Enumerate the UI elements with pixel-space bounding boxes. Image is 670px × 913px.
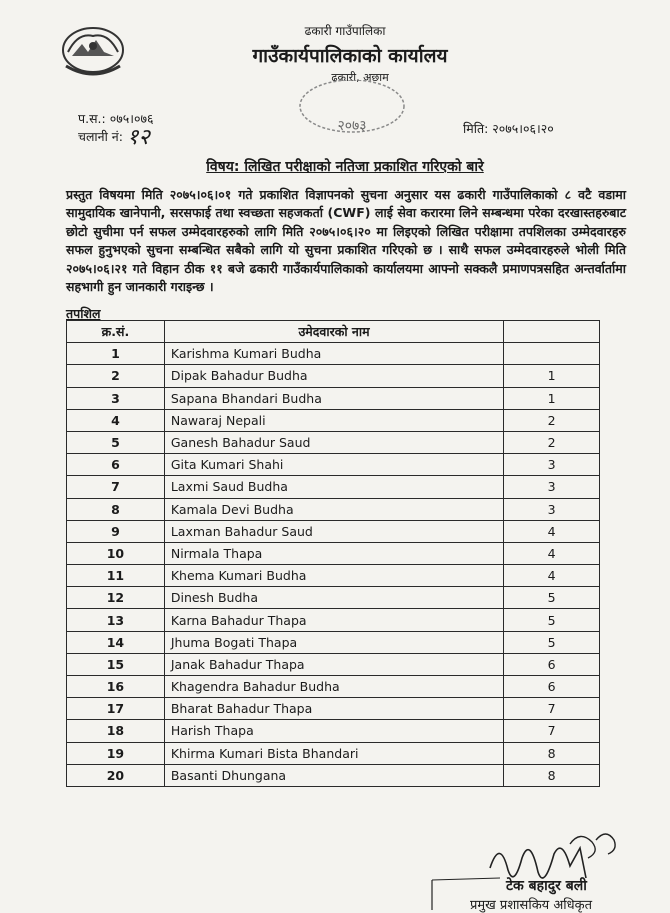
- row-sn: 17: [67, 698, 165, 720]
- row-name: Dipak Bahadur Budha: [164, 365, 503, 387]
- row-group: [504, 343, 600, 365]
- date-label: मिति:: [463, 121, 489, 136]
- row-name: Sapana Bhandari Budha: [164, 387, 503, 409]
- row-group: 3: [504, 454, 600, 476]
- signatory-name: टेक बहादुर बली: [506, 878, 587, 894]
- row-name: Bharat Bahadur Thapa: [164, 698, 503, 720]
- table-row: [67, 565, 600, 587]
- row-name: Nawaraj Nepali: [164, 409, 503, 431]
- row-group: 5: [504, 587, 600, 609]
- row-name: Dinesh Budha: [164, 587, 503, 609]
- date-value: २०७५।०६।२०: [492, 121, 554, 136]
- row-sn: 3: [67, 387, 165, 409]
- row-name: Harish Thapa: [164, 720, 503, 742]
- row-sn: 12: [67, 587, 165, 609]
- table-row: [67, 676, 600, 698]
- table-row: [67, 631, 600, 653]
- row-group: 2: [504, 431, 600, 453]
- row-sn: 20: [67, 764, 165, 786]
- row-sn: 7: [67, 476, 165, 498]
- office-name: गाउँकार्यपालिकाको कार्यालय: [252, 45, 448, 67]
- ref-value: ०७५।०७६: [109, 111, 154, 126]
- row-group: 4: [504, 542, 600, 564]
- row-name: Khagendra Bahadur Budha: [164, 676, 503, 698]
- row-sn: 6: [67, 454, 165, 476]
- row-sn: 16: [67, 676, 165, 698]
- candidate-rows: [67, 343, 600, 787]
- row-name: Khema Kumari Budha: [164, 565, 503, 587]
- details-heading: तपशिल: [66, 306, 101, 321]
- row-group: 8: [504, 764, 600, 786]
- table-row: [67, 698, 600, 720]
- table-row: [67, 343, 600, 365]
- row-group: 5: [504, 631, 600, 653]
- municipality-name: ढकारी गाउँपालिका: [304, 24, 386, 38]
- row-group: 1: [504, 365, 600, 387]
- header-group: [504, 321, 600, 343]
- row-name: Kamala Devi Budha: [164, 498, 503, 520]
- table-row: [67, 387, 600, 409]
- row-name: Nirmala Thapa: [164, 542, 503, 564]
- header-sn: क्र.सं.: [67, 321, 165, 343]
- table-row: [67, 520, 600, 542]
- row-group: 3: [504, 498, 600, 520]
- table-row: [67, 742, 600, 764]
- row-group: 4: [504, 520, 600, 542]
- subject-line: विषय: लिखित परीक्षाको नतिजा प्रकाशित गरिएको बारे: [206, 159, 484, 175]
- row-group: 1: [504, 387, 600, 409]
- signatory-title: प्रमुख प्रशासकिय अधिकृत: [470, 898, 593, 913]
- row-sn: 8: [67, 498, 165, 520]
- row-sn: 2: [67, 365, 165, 387]
- table-row: [67, 542, 600, 564]
- row-group: 7: [504, 720, 600, 742]
- row-name: Laxmi Saud Budha: [164, 476, 503, 498]
- notice-body: प्रस्तुत विषयमा मिति २०७५।०६।०१ गते प्रकाशित विज्ञापनको सुचना अनुसार यस ढकारी गाउँपालिकाको ८ वटै वडामा सामुदायिक खानेपानी, सरसफाई तथा स्वच्छता सहजकर्ता (CWF) लाई सेवा करारमा लिने सम्बन्धमा परेका दरखास्तहरुबाट छोटो सुचीमा पर्न सफल उम्मेदवारहरुको लागि मिति २०७५।०६।२० मा लिइएको लिखित परीक्षामा तपशिलका उम्मेदवारहरु सफल हुनुभएको सुचना सम्बन्धित सबैको लागि यो सुचना प्रकाशित गरिएको छ । साथै सफल उम्मेदवारहरुले भोली मिति २०७५।०६।२१ गते विहान ठीक ११ बजे ढकारी गाउँकार्यपालिकाको कार्यालयमा आफ्नो सक्कलै प्रमाणपत्रसहित अन्तर्वार्तामा सहभागी हुन जानकारी गराइन्छ ।: [66, 187, 626, 295]
- row-name: Janak Bahadur Thapa: [164, 653, 503, 675]
- row-sn: 15: [67, 653, 165, 675]
- row-name: Khirma Kumari Bista Bhandari: [164, 742, 503, 764]
- row-sn: 10: [67, 542, 165, 564]
- dispatch-label: चलानी नं:: [78, 129, 123, 144]
- row-group: 2: [504, 409, 600, 431]
- table-row: [67, 431, 600, 453]
- ref-label: प.स.:: [78, 111, 106, 126]
- table-row: [67, 587, 600, 609]
- table-row: [67, 454, 600, 476]
- row-name: Laxman Bahadur Saud: [164, 520, 503, 542]
- office-address: ढकारी, अछाम: [331, 71, 389, 84]
- reference-block: [78, 110, 154, 150]
- table-header-row: [67, 321, 600, 343]
- row-sn: 1: [67, 343, 165, 365]
- stamp-year: २०७३: [337, 118, 367, 134]
- row-group: 7: [504, 698, 600, 720]
- table-row: [67, 764, 600, 786]
- dispatch-value: १२: [126, 125, 150, 150]
- row-sn: 18: [67, 720, 165, 742]
- row-name: Ganesh Bahadur Saud: [164, 431, 503, 453]
- row-group: 8: [504, 742, 600, 764]
- row-sn: 4: [67, 409, 165, 431]
- candidate-table: [66, 320, 600, 787]
- table-row: [67, 498, 600, 520]
- row-name: Karishma Kumari Budha: [164, 343, 503, 365]
- row-group: 3: [504, 476, 600, 498]
- row-sn: 11: [67, 565, 165, 587]
- table-row: [67, 409, 600, 431]
- row-name: Karna Bahadur Thapa: [164, 609, 503, 631]
- date-block: [463, 120, 554, 137]
- row-sn: 19: [67, 742, 165, 764]
- header-name: उमेदवारको नाम: [164, 321, 503, 343]
- table-row: [67, 609, 600, 631]
- row-name: Gita Kumari Shahi: [164, 454, 503, 476]
- row-sn: 9: [67, 520, 165, 542]
- row-sn: 14: [67, 631, 165, 653]
- office-stamp: [296, 80, 408, 138]
- row-group: 5: [504, 609, 600, 631]
- row-sn: 5: [67, 431, 165, 453]
- table-row: [67, 653, 600, 675]
- table-row: [67, 476, 600, 498]
- row-group: 4: [504, 565, 600, 587]
- row-group: 6: [504, 676, 600, 698]
- row-group: 6: [504, 653, 600, 675]
- row-name: Basanti Dhungana: [164, 764, 503, 786]
- row-sn: 13: [67, 609, 165, 631]
- row-name: Jhuma Bogati Thapa: [164, 631, 503, 653]
- table-row: [67, 365, 600, 387]
- table-row: [67, 720, 600, 742]
